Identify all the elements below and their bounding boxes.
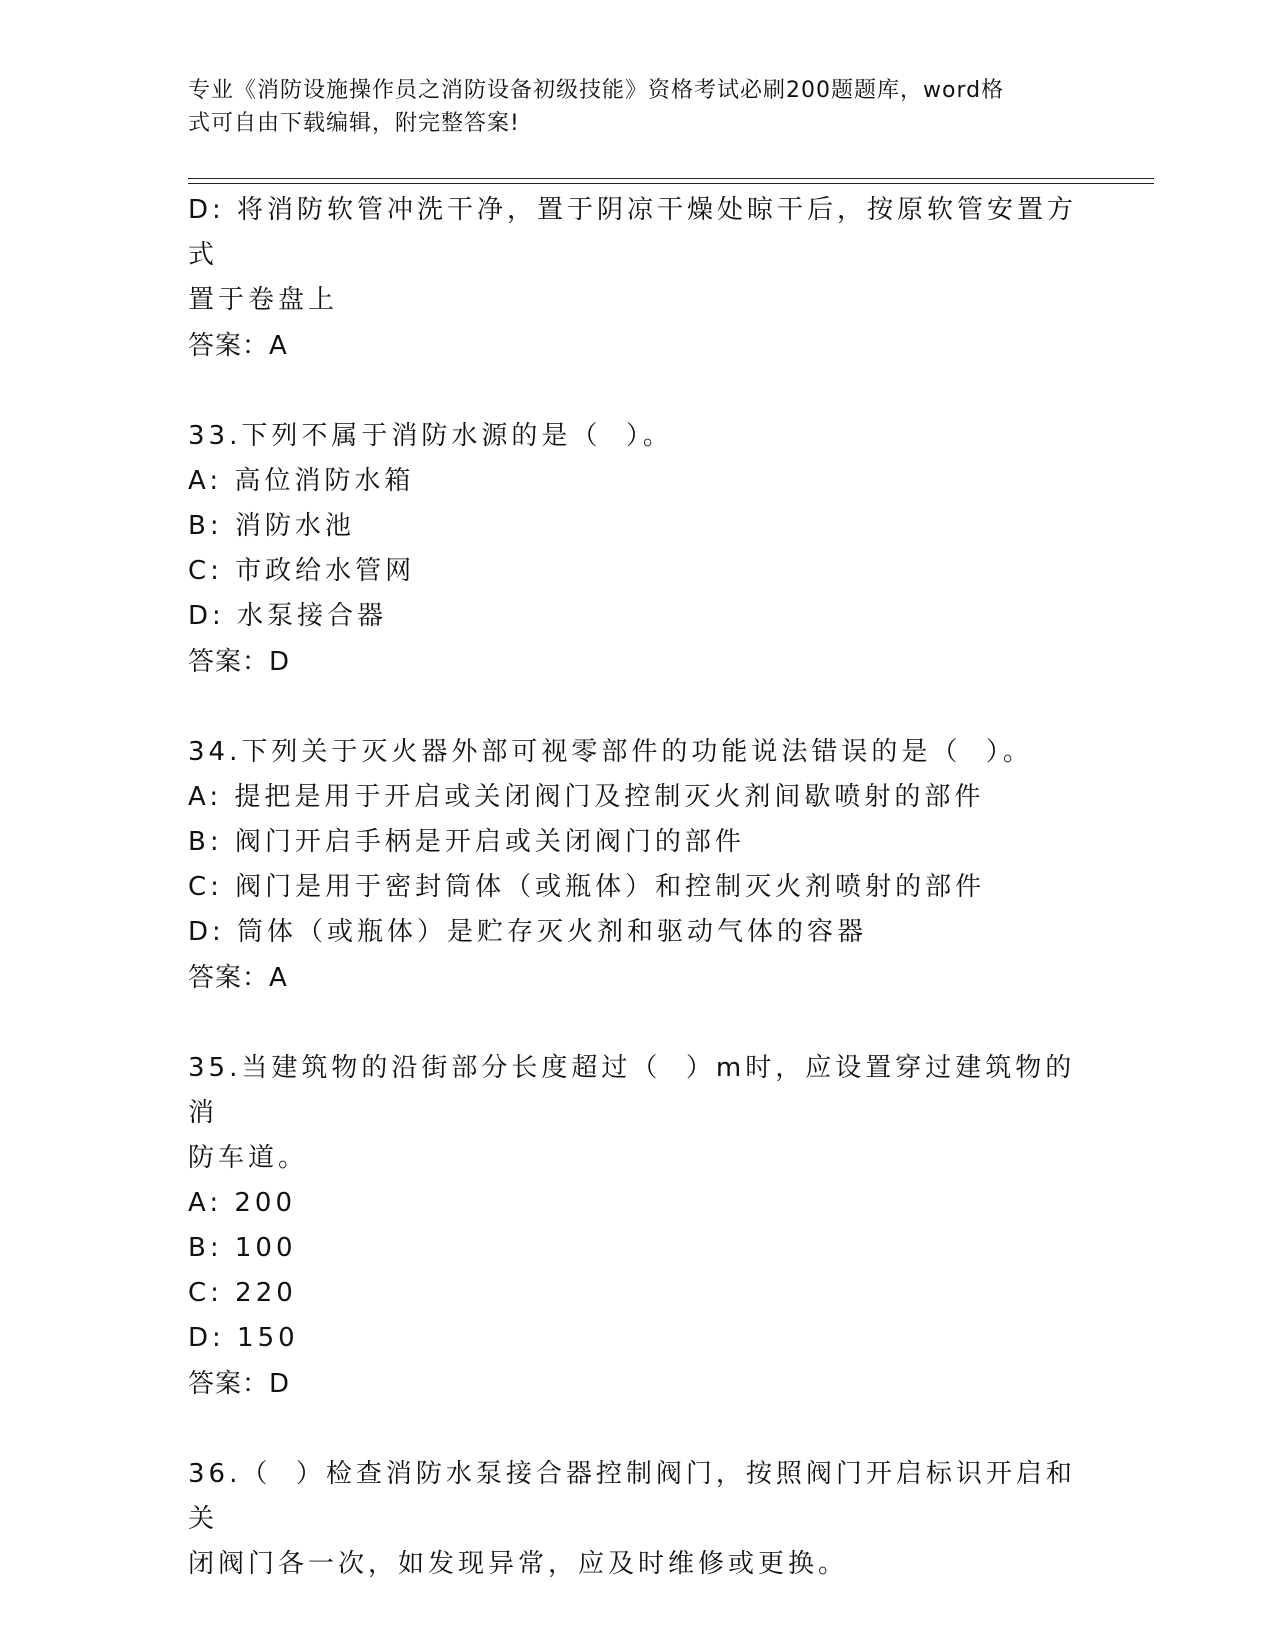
header-line-1: 专业《消防设施操作员之消防设备初级技能》资格考试必刷200题题库，word格 xyxy=(188,78,1005,103)
option-a: A: 高位消防水箱 xyxy=(188,466,415,496)
option-d: D: 150 xyxy=(188,1323,299,1353)
header-divider-bottom xyxy=(188,183,1154,184)
option-d: D: 将消防软管冲洗干净，置于阴凉干燥处晾干后，按原软管安置方式 xyxy=(188,195,1078,270)
option-c: C: 220 xyxy=(188,1278,297,1308)
question-stem: 33.下列不属于消防水源的是（ ）。 xyxy=(188,421,673,451)
option-a: A: 200 xyxy=(188,1188,296,1218)
document-header xyxy=(188,74,1068,140)
answer-line: 答案：D xyxy=(188,647,291,677)
question-36 xyxy=(188,1452,1088,1587)
option-c: C: 市政给水管网 xyxy=(188,556,416,586)
question-stem-continuation: 防车道。 xyxy=(188,1143,309,1173)
option-d: D: 筒体（或瓶体）是贮存灭火剂和驱动气体的容器 xyxy=(188,917,868,947)
question-33 xyxy=(188,414,1088,685)
option-b: B: 100 xyxy=(188,1233,297,1263)
question-stem: 36.（ ）检查消防水泵接合器控制阀门，按照阀门开启标识开启和关 xyxy=(188,1459,1076,1534)
spacer xyxy=(188,1407,1088,1452)
question-stem-continuation: 闭阀门各一次，如发现异常，应及时维修或更换。 xyxy=(188,1549,849,1579)
header-divider-top xyxy=(188,178,1154,179)
spacer xyxy=(188,369,1088,414)
spacer xyxy=(188,685,1088,730)
option-b: B: 消防水池 xyxy=(188,511,355,541)
spacer xyxy=(188,1001,1088,1046)
answer-line: 答案：A xyxy=(188,963,288,993)
question-stem: 34.下列关于灭火器外部可视零部件的功能说法错误的是（ ）。 xyxy=(188,737,1033,767)
option-c: C: 阀门是用于密封筒体（或瓶体）和控制灭火剂喷射的部件 xyxy=(188,872,986,902)
answer-line: 答案：D xyxy=(188,1369,291,1399)
question-35 xyxy=(188,1046,1088,1407)
option-b: B: 阀门开启手柄是开启或关闭阀门的部件 xyxy=(188,827,745,857)
question-content xyxy=(188,188,1088,1587)
previous-question-tail xyxy=(188,188,1088,369)
question-34 xyxy=(188,730,1088,1001)
answer-line: 答案：A xyxy=(188,331,288,361)
option-d-continuation: 置于卷盘上 xyxy=(188,285,339,315)
question-stem: 35.当建筑物的沿街部分长度超过（ ）m时，应设置穿过建筑物的消 xyxy=(188,1053,1076,1128)
option-d: D: 水泵接合器 xyxy=(188,601,388,631)
option-a: A: 提把是用于开启或关闭阀门及控制灭火剂间歇喷射的部件 xyxy=(188,782,985,812)
header-line-2: 式可自由下载编辑，附完整答案! xyxy=(188,111,520,136)
